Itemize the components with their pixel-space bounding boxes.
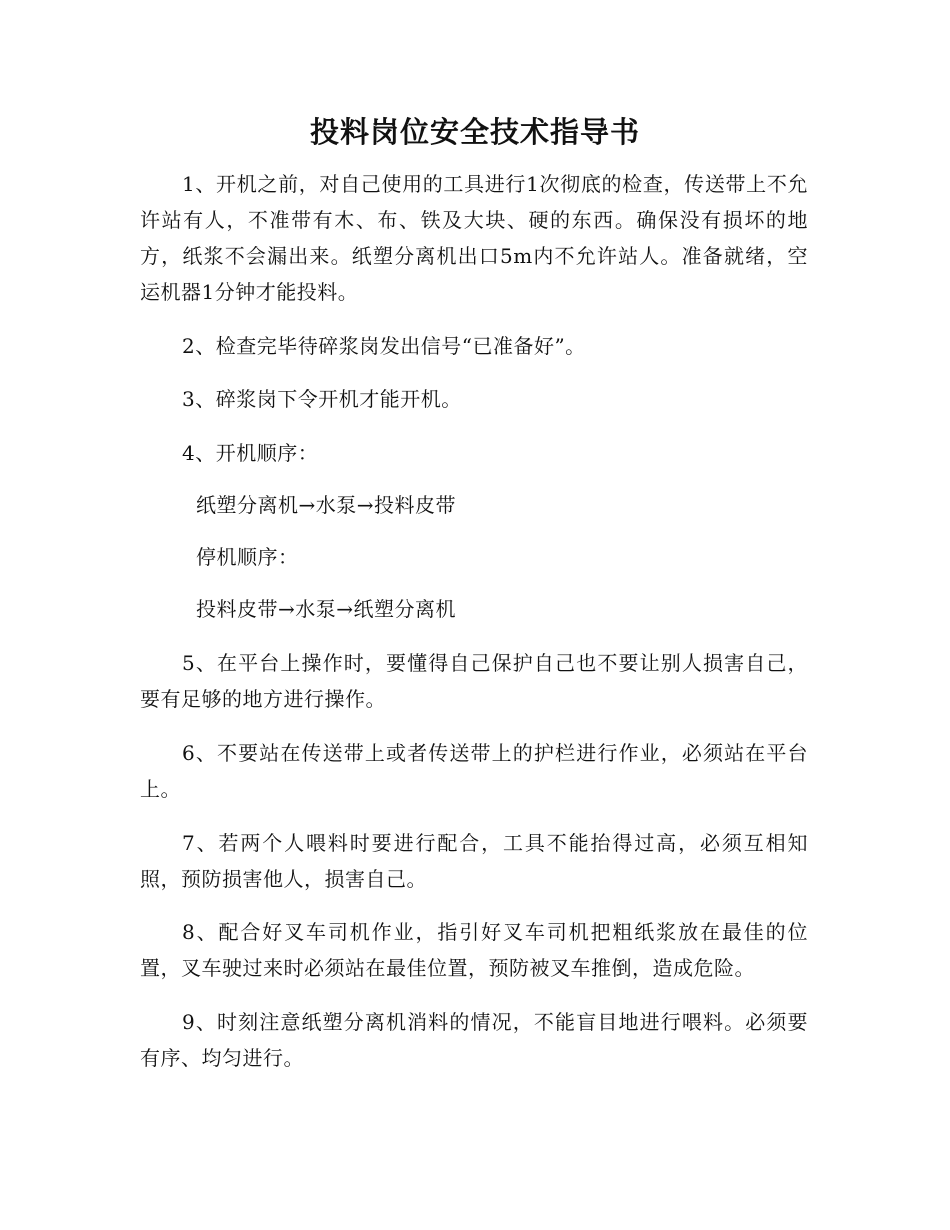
document-title: 投料岗位安全技术指导书 — [309, 115, 640, 149]
paragraph-9: 9、时刻注意纸塑分离机消料的情况，不能盲目地进行喂料。必须要有序、均匀进行。 — [140, 1010, 808, 1070]
paragraph-7: 7、若两个人喂料时要进行配合，工具不能抬得过高，必须互相知照，预防损害他人，损害自己。 — [140, 831, 808, 891]
paragraph-4: 4、开机顺序： — [182, 441, 319, 465]
paragraph-8: 8、配合好叉车司机作业，指引好叉车司机把粗纸浆放在最佳的位置，叉车驶过来时必须站在最佳位置，预防被叉车推倒，造成危险。 — [140, 920, 808, 980]
stop-sequence-label: 停机顺序： — [196, 545, 299, 569]
paragraph-3: 3、碎浆岗下令开机才能开机。 — [182, 387, 462, 411]
stop-sequence: 投料皮带→水泵→纸塑分离机 — [196, 597, 457, 621]
paragraph-2: 2、检查完毕待碎浆岗发出信号“已准备好”。 — [182, 334, 586, 358]
paragraph-5: 5、在平台上操作时，要懂得自己保护自己也不要让别人损害自己，要有足够的地方进行操作。 — [140, 651, 808, 711]
paragraph-1: 1、开机之前，对自己使用的工具进行1次彻底的检查，传送带上不允许站有人，不准带有木、布、铁及大块、硬的东西。确保没有损坏的地方，纸浆不会漏出来。纸塑分离机出口5m内不允许站人。准备就绪，空运机器1分钟才能投料。 — [140, 172, 808, 304]
start-sequence: 纸塑分离机→水泵→投料皮带 — [196, 493, 457, 517]
paragraph-6: 6、不要站在传送带上或者传送带上的护栏进行作业，必须站在平台上。 — [140, 741, 808, 801]
